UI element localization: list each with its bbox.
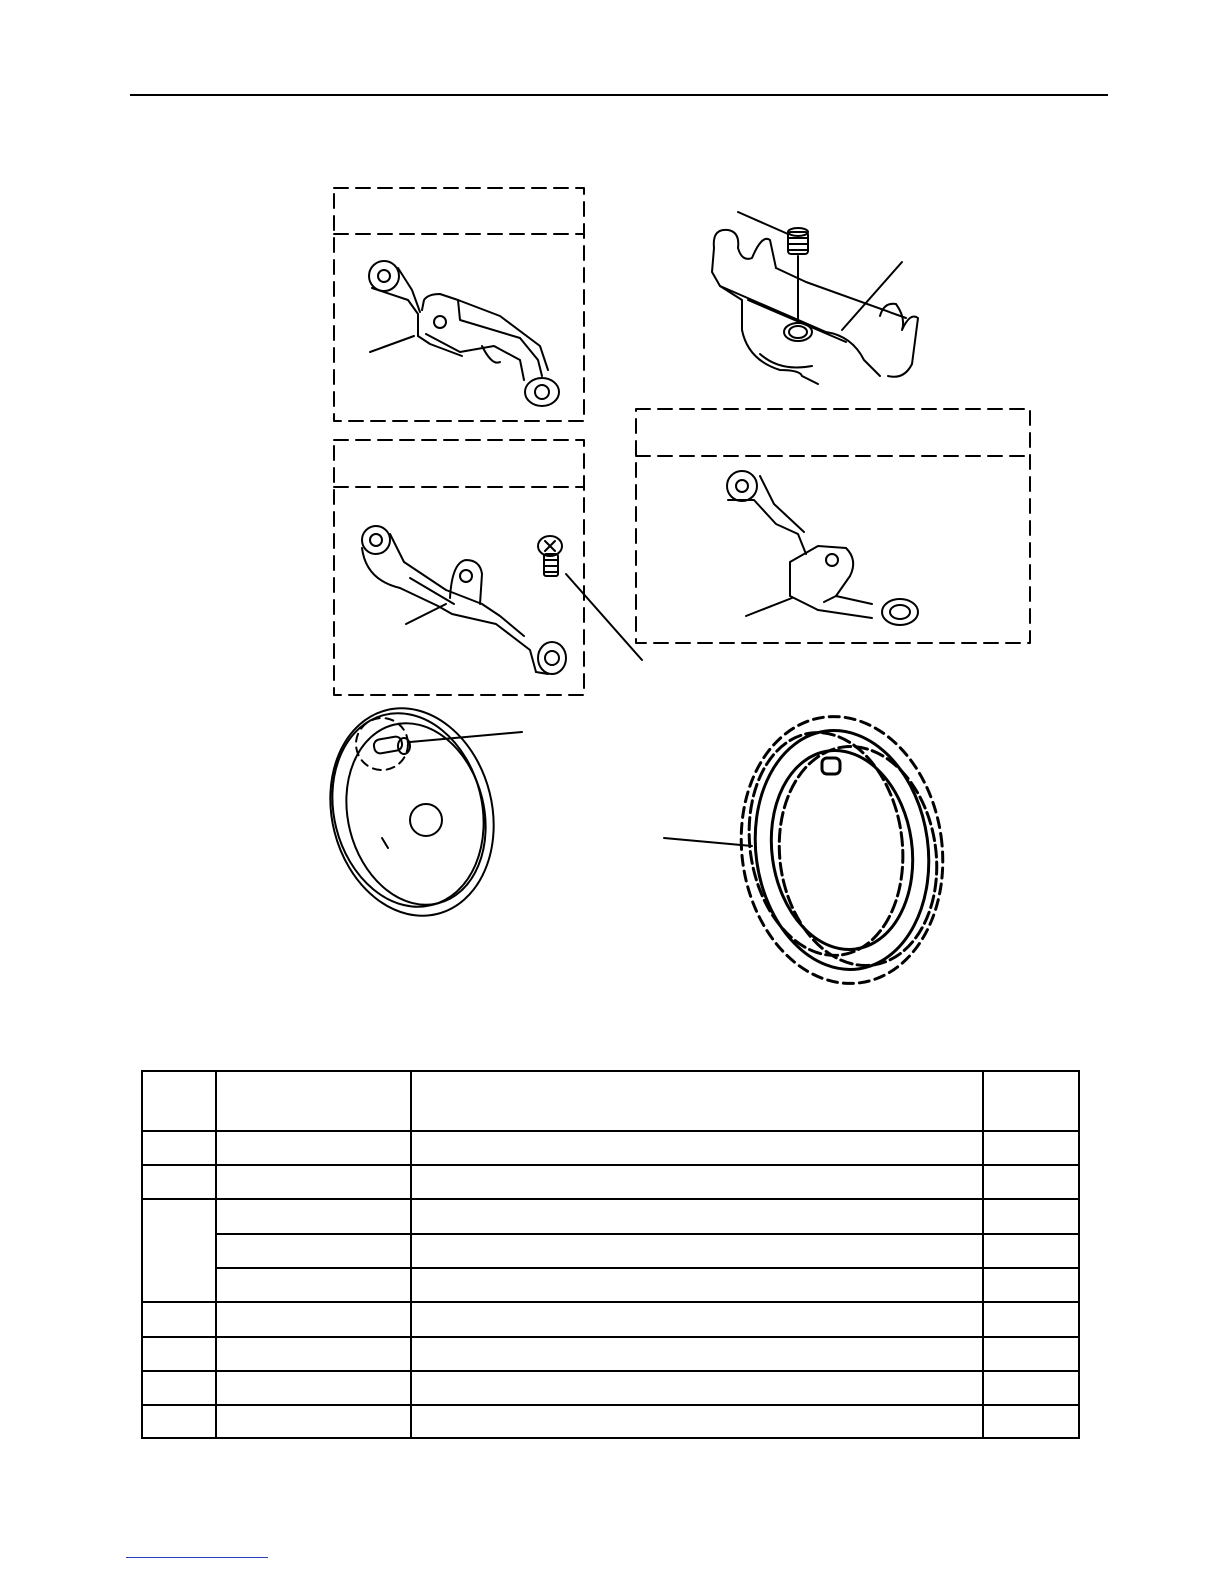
dashed-group-box-right [636, 409, 1030, 643]
leader-line [406, 604, 446, 624]
leader-line [664, 838, 752, 846]
column-divider [215, 1072, 217, 1437]
column-divider [982, 1072, 984, 1437]
column-divider [410, 1072, 412, 1437]
leader-line [842, 262, 902, 330]
leader-line [746, 598, 792, 616]
row-divider [143, 1370, 1078, 1372]
fork-lever-lower-icon [362, 526, 566, 674]
leader-line [566, 574, 642, 660]
dashed-group-box-mid-left [334, 440, 584, 695]
phillips-screw-icon [538, 536, 562, 576]
row-divider [143, 1336, 1078, 1338]
row-divider [215, 1267, 1078, 1269]
tube-bracket-icon [712, 230, 918, 384]
row-divider [143, 1198, 1078, 1200]
row-divider [215, 1233, 1078, 1235]
parts-table [141, 1070, 1080, 1439]
row-divider [143, 1404, 1078, 1406]
set-screw-icon [788, 228, 808, 254]
fork-lever-upper-icon [369, 261, 559, 406]
spring-coil-icon [724, 703, 959, 996]
leader-line [410, 732, 522, 742]
leader-line [370, 336, 414, 352]
row-divider [143, 1130, 1078, 1132]
tube-coil-icon [309, 691, 515, 933]
row-divider [143, 1164, 1078, 1166]
footer-link-underline[interactable] [126, 1557, 268, 1558]
row-divider [143, 1301, 1078, 1303]
leader-line [738, 212, 788, 234]
fork-lever-right-icon [727, 471, 918, 625]
